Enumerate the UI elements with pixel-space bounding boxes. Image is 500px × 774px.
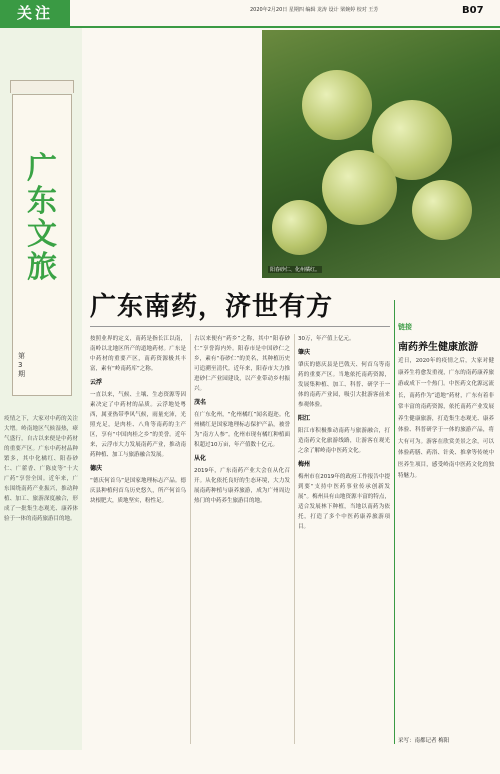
fruit-1	[302, 70, 372, 140]
page-number: B07	[462, 5, 484, 16]
column-2-text-1: 古以来便有“药乡”之称，其中“阳春砂仁”享誉海内外。阳春市是中国砂仁之乡，素有“春砂仁”的美名，其种植历史可追溯至清代。近年来，阳春市大力推进砂仁产业园建设，以产业带动乡村振兴。	[194, 336, 290, 392]
column-divider	[394, 300, 395, 744]
column-2-text-3: 2019年，广东南药产业大会在从化召开。从化依托良好的生态环境，大力发展南药种植与康养旅游，成为广州周边热门的中药养生旅游目的地。	[194, 468, 290, 504]
article-column-3	[298, 334, 390, 744]
section-tab: 关注	[0, 0, 70, 26]
column-3-text-4: 梅州市在2019年的政府工作报告中提到要“支持中医药事业传承创新发展”。梅州具有山地资源丰富的特点，适合发展林下种植，当地以南药为依托，打造了多个中医药康养旅游项目。	[298, 474, 390, 530]
subhead-conghua: 从化	[194, 455, 207, 462]
fruit-4	[412, 180, 472, 240]
subhead-meizhou: 梅州	[298, 461, 311, 468]
dateline: 2020年2月20日 星期四 编辑 龙涛 设计 梁婉婷 校对 王芳	[250, 7, 379, 13]
sidebar-body: 近日，2020年的疫情之后，大家对健康养生将愈发重视，广东的南药康养旅游或成下一个热门。中医药文化源远流长，南药作为“道地”药材，广东有着非常丰富的南药资源，依托南药产业发展养生健康旅游，打造集生态观光、康养体验、科普研学于一体的旅游产品，将大有可为。游客在欣赏美景之余，可以体验药膳、药浴、针灸、推拿等传统中医养生项目，感受岭南中医药文化的独特魅力。	[398, 358, 494, 479]
sidebar-title: 南药养生健康旅游	[398, 342, 478, 353]
photo-caption: 阳春砂仁、化州橘红。	[270, 267, 321, 273]
headline-rule	[90, 326, 390, 327]
decorative-frame-top	[10, 80, 74, 93]
subhead-yangjiang: 阳江	[298, 415, 311, 422]
sidebar-intro-text: 疫情之下，大家对中药的关注大增。岭南地区气候湿热，瘴气盛行，自古以来便是中药材的重要产区。广东中药材品种繁多，其中化橘红、阳春砂仁、广藿香、广陈皮等“十大广药”享誉全国。近年来，广东围绕南药产业振兴，推动种植、加工、旅游深度融合，形成了一批集生态观光、康养体验于一体的南药旅游目的地。	[4, 416, 78, 522]
article-column-1	[90, 334, 186, 744]
column-3-text-3: 阳江市积极推动南药与旅游融合，打造南药文化旅游线路，让游客在观光之余了解岭南中医药文化。	[298, 428, 390, 454]
column-sidebar	[0, 28, 82, 750]
subhead-maoming: 茂名	[194, 399, 207, 406]
article-headline: 广东南药，济世有方	[90, 292, 334, 322]
column-divider	[294, 334, 295, 744]
byline: 采写：南都记者 梅阳	[398, 738, 450, 744]
column-divider	[190, 334, 191, 744]
subhead-deqing: 德庆	[90, 465, 103, 472]
subhead-zhaoqing: 肇庆	[298, 349, 311, 356]
column-1-text-2: “德庆何首乌”是国家地理标志产品。德庆县种植何首乌历史悠久，所产何首乌块根肥大，质地坚实，粉性足。	[90, 478, 186, 504]
page-header	[0, 0, 500, 27]
fruit-photo	[262, 30, 500, 278]
column-1-text-1: 一直以来，气候、土壤、生态资源等因素决定了中药材的品质。云浮地处粤西，属亚热带季风气候，雨量充沛，光照充足，是肉桂、八角等南药的主产区，享有“中国肉桂之乡”的美誉。近年来，云浮市大力发展南药产业，推动南药种植、加工与旅游融合发展。	[90, 392, 186, 458]
fruit-5	[272, 200, 327, 255]
subhead-yunfu: 云浮	[90, 379, 103, 386]
column-1-intro: 按照业界的定义，南药是指长江以南，南岭以北地区所产的道地药材。广东是中药材的重要产区，南药资源极其丰富，素有“岭南药库”之称。	[90, 336, 186, 372]
column-2-text-2: 在广东化州，“化州橘红”闻名遐迩。化州橘红是国家地理标志保护产品，被誉为“南方人参”。化州市现有橘红种植面积超过10万亩，年产值数十亿元。	[194, 412, 290, 448]
column-3-text-1: 30万，年产值上亿元。	[298, 336, 355, 342]
column-title: 广东文旅	[27, 151, 57, 285]
fruit-3	[322, 150, 397, 225]
link-label: 链接	[398, 323, 412, 331]
issue-number: 第3期	[18, 352, 25, 378]
article-column-2	[194, 334, 290, 744]
column-3-text-2: 肇庆的德庆县是巴戟天、何首乌等南药的重要产区。当地依托南药资源，发展集种植、加工、科普、研学于一体的南药产业园，吸引大批游客前来参观体验。	[298, 362, 390, 408]
